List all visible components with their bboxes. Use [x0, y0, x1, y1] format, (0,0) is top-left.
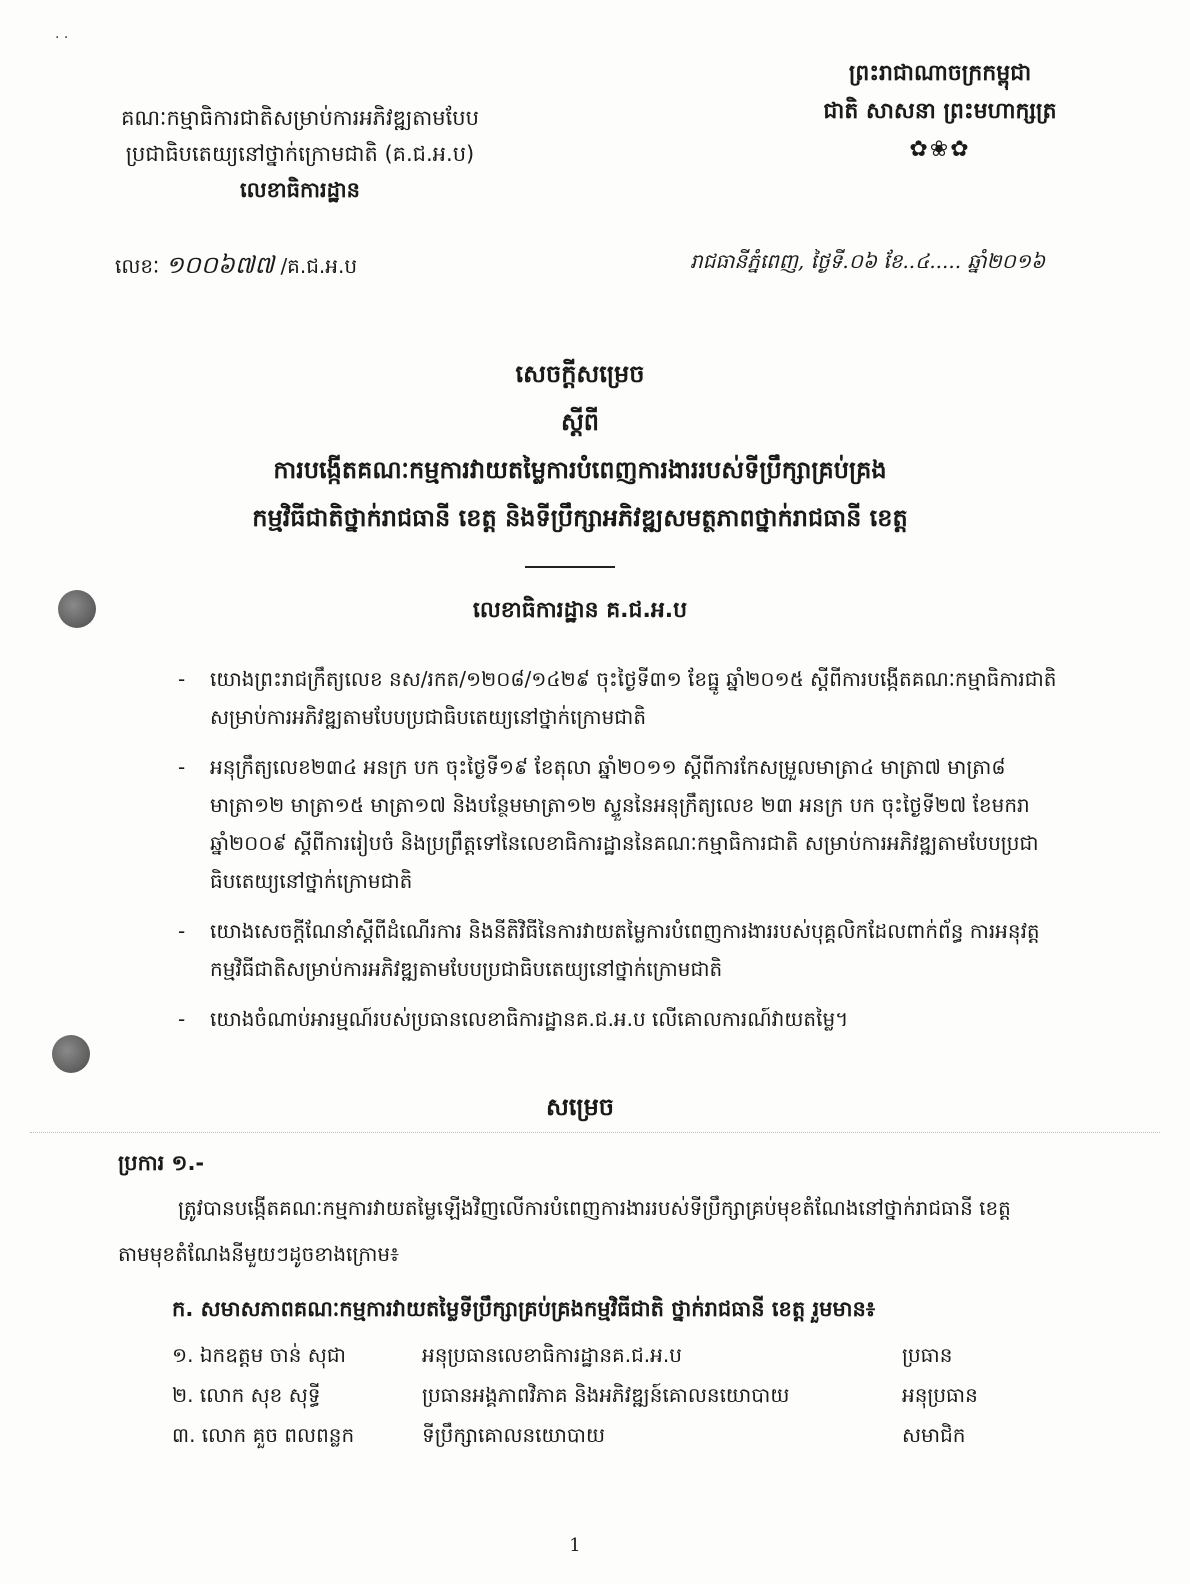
issuer-header	[90, 100, 510, 208]
member-row	[172, 1375, 1052, 1415]
title-decision: សេចក្តីសម្រេច	[515, 360, 645, 388]
preamble-list	[178, 660, 1058, 1050]
scan-specks: · ·	[55, 30, 69, 46]
title-regarding: ស្តីពី	[560, 408, 600, 436]
document-title	[80, 350, 1080, 542]
decides-heading: សម្រេច	[545, 1093, 615, 1121]
ref-suffix: /គ.ជ.អ.ប	[280, 254, 358, 278]
preamble-item: - យោងព្រះរាជក្រឹត្យលេខ នស/រកត/១២០៨/១៤២៩ ចុះថ្ងៃទី៣១ ខែធ្នូ ឆ្នាំ២០១៥ ស្តីពីការបង្កើតគណៈកម្មាធិការជាតិ សម្រាប់ការអភិវឌ្ឍតាមបែបប្រជាធិបតេយ្យនៅថ្នាក់ក្រោមជាតិ	[178, 660, 1058, 736]
kingdom-header	[760, 55, 1120, 169]
kingdom-motto: ជាតិ សាសនា ព្រះមហាក្សត្រ	[823, 99, 1057, 124]
member-role: អនុប្រធាន	[902, 1383, 978, 1407]
preamble-item: - យោងសេចក្តីណែនាំស្តីពីដំណើរការ និងនីតិវិធីនៃការវាយតម្លៃការបំពេញការងាររបស់បុគ្គលិកដែលពាក់ព័ន្ធ ការអនុវត្តកម្មវិធីជាតិសម្រាប់ការអភិវឌ្ឍតាមបែបប្រជាធិបតេយ្យនៅថ្នាក់ក្រោមជាតិ	[178, 912, 1058, 988]
dash-icon: -	[178, 1007, 186, 1031]
dash-icon: -	[178, 667, 186, 691]
scan-divider	[30, 1132, 1160, 1133]
member-position: អនុប្រធានលេខាធិការដ្ឋានគ.ជ.អ.ប	[422, 1343, 682, 1367]
member-position: ទីប្រឹក្សាគោលនយោបាយ	[422, 1423, 606, 1447]
member-name: ១. ឯកឧត្តម ចាន់ សុជា	[172, 1343, 346, 1367]
title-subject-1: ការបង្កើតគណៈកម្មការវាយតម្លៃការបំពេញការងាររបស់ទីប្រឹក្សាគ្រប់គ្រង	[273, 456, 887, 484]
reference-number	[115, 250, 357, 285]
article-1-body: ត្រូវបានបង្កើតគណៈកម្មការវាយតម្លៃឡើងវិញលើការបំពេញការងាររបស់ទីប្រឹក្សាគ្រប់មុខតំណែងនៅថ្នាក់រាជធានី ខេត្ត តាមមុខតំណែងនីមួយៗដូចខាងក្រោម៖	[118, 1196, 1011, 1266]
preamble-item: - យោងចំណាប់អារម្មណ៍របស់ប្រធានលេខាធិការដ្ឋានគ.ជ.អ.ប លើគោលការណ៍វាយតម្លៃ។	[178, 1000, 1058, 1038]
members-table	[172, 1335, 1052, 1455]
article-1-heading: ប្រការ ១.-	[118, 1151, 205, 1175]
hole-punch-mark	[52, 1035, 90, 1073]
page-number: 1	[569, 1535, 581, 1556]
member-name: ៣. លោក គួច ពលពន្លក	[172, 1423, 355, 1447]
title-subject-2: កម្មវិធីជាតិថ្នាក់រាជធានី ខេត្ត និងទីប្រឹក្សាអភិវឌ្ឍសមត្ថភាពថ្នាក់រាជធានី ខេត្ត	[252, 504, 908, 532]
ornament-icon: ✿❀✿	[909, 137, 971, 162]
member-position: ប្រធានអង្គភាពវិភាគ និងអភិវឌ្ឍន៍គោលនយោបាយ	[422, 1383, 790, 1407]
issuer-office: លេខាធិការដ្ឋាន	[240, 178, 360, 202]
dash-icon: -	[178, 755, 186, 779]
issuing-body: លេខាធិការដ្ឋាន គ.ជ.អ.ប	[472, 598, 688, 623]
issuer-line-2: ប្រជាធិបតេយ្យនៅថ្នាក់ក្រោមជាតិ (គ.ជ.អ.ប)	[125, 142, 475, 166]
ref-prefix: លេខៈ	[115, 254, 160, 278]
date-line: រាជធានីភ្នំពេញ, ថ្ងៃទី.០៦ ខែ..៤..... ឆ្នាំ២០១៦	[690, 249, 1046, 273]
member-role: សមាជិក	[902, 1423, 966, 1447]
member-row	[172, 1415, 1052, 1455]
dash-icon: -	[178, 919, 186, 943]
issuer-line-1: គណៈកម្មាធិការជាតិសម្រាប់ការអភិវឌ្ឍតាមបែប	[121, 106, 479, 130]
kingdom-title: ព្រះរាជាណាចក្រកម្ពុជា	[848, 61, 1032, 86]
section-a-heading: ក. សមាសភាពគណៈកម្មការវាយតម្លៃទីប្រឹក្សាគ្រប់គ្រងកម្មវិធីជាតិ ថ្នាក់រាជធានី ខេត្ត រួមមាន៖	[172, 1297, 876, 1321]
title-divider	[525, 566, 615, 568]
member-role: ប្រធាន	[902, 1343, 953, 1367]
hole-punch-mark	[58, 590, 96, 628]
preamble-item: - អនុក្រឹត្យលេខ២៣៤ អនក្រ បក ចុះថ្ងៃទី១៩ ខែតុលា ឆ្នាំ២០១១ ស្តីពីការកែសម្រួលមាត្រា៤ មាត្រា៧ មាត្រា៨ មាត្រា១២ មាត្រា១៥ មាត្រា១៧ និងបន្ថែមមាត្រា១២ ស្ទួននៃអនុក្រឹត្យលេខ ២៣ អនក្រ បក ចុះថ្ងៃទី២៧ ខែមករា ឆ្នាំ២០០៩ ស្តីពីការរៀបចំ និងប្រព្រឹត្តទៅនៃលេខាធិការដ្ឋាននៃគណៈកម្មាធិការជាតិ សម្រាប់ការអភិវឌ្ឍតាមបែបប្រជាធិបតេយ្យនៅថ្នាក់ក្រោមជាតិ	[178, 748, 1058, 900]
ref-number-handwritten: ១០០៦៧៧	[165, 251, 275, 279]
member-row	[172, 1335, 1052, 1375]
member-name: ២. លោក សុខ សុទ្ធី	[172, 1383, 321, 1407]
